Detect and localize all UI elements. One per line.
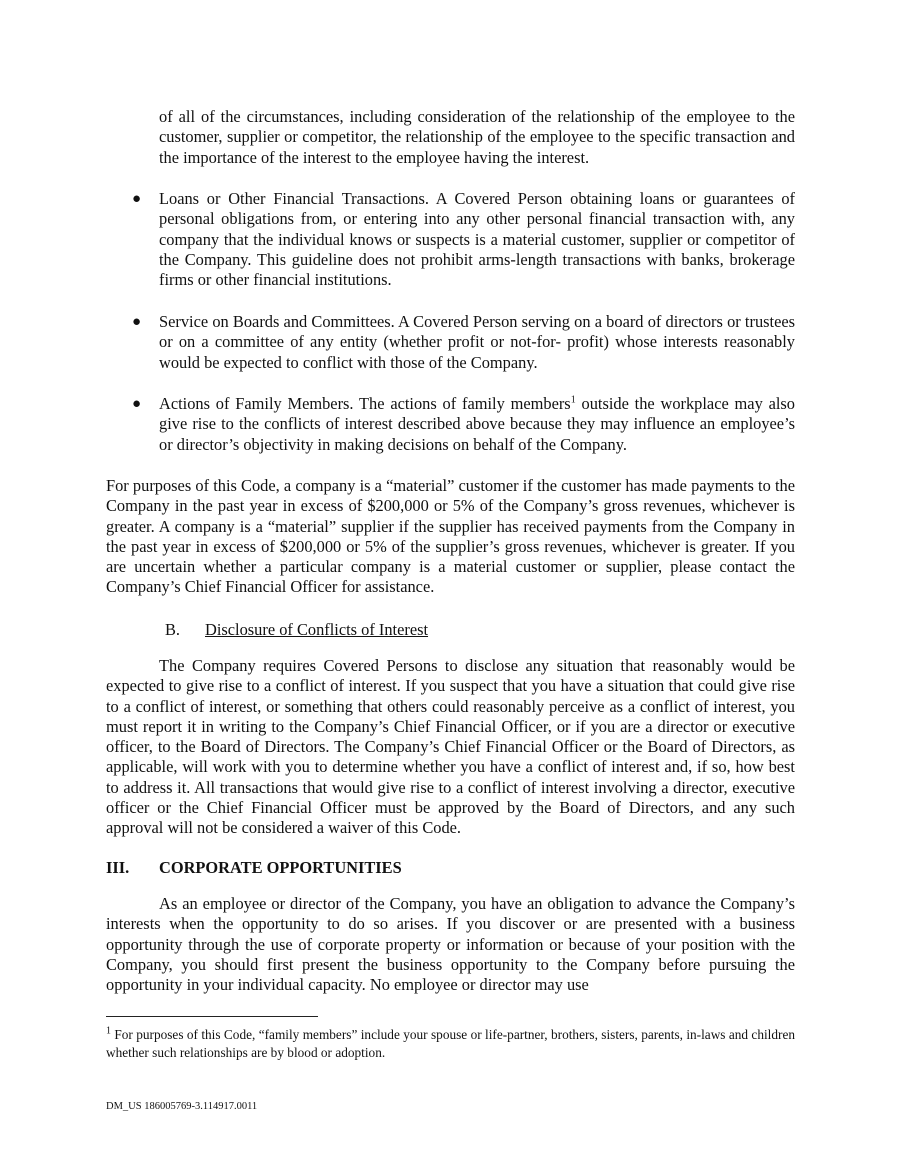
section-title: CORPORATE OPPORTUNITIES xyxy=(159,858,402,877)
document-id: DM_US 186005769-3.114917.0011 xyxy=(106,1101,258,1112)
bullet-icon: ● xyxy=(132,396,142,412)
bullet-text: Loans or Other Financial Transactions. A Covered Person obtaining loans or guarantees of personal obligations from, or entering into any other personal financial transaction with, any company that the individual knows or suspects is a material customer, supplier or competitor of the Company. This guideline does not prohibit arms-length transactions with banks, brokerage firms or other financial institutions. xyxy=(159,189,795,290)
section-number: III. xyxy=(106,858,130,877)
bullet-icon: ● xyxy=(132,314,142,330)
material-definition-paragraph: For purposes of this Code, a company is a “material” customer if the customer has made payments to the Company in the past year in excess of $200,000 or 5% of the Company’s gross revenues, whichever is greater. A company is a “material” supplier if the supplier has received payments from the Company in the past year in excess of $200,000 or 5% of the supplier’s gross revenues, whichever is greater. If you are uncertain whether a particular company is a material customer or supplier, please contact the Company’s Chief Financial Officer for assistance. xyxy=(106,476,795,597)
footnote-reference[interactable]: 1 xyxy=(570,394,576,406)
footnote-divider xyxy=(106,1016,318,1017)
footnote-text: For purposes of this Code, “family members” include your spouse or life-partner, brothers, sisters, parents, in-laws and children whether such relationships are by blood or adoption. xyxy=(106,1027,795,1060)
footnote xyxy=(106,1026,795,1062)
subsection-heading xyxy=(165,620,428,640)
disclosure-paragraph: The Company requires Covered Persons to disclose any situation that reasonably would be expected to give rise to a conflict of interest. If you suspect that you have a situation that could give rise to a conflict of interest, or something that others could reasonably perceive as a conflict of interest, you must report it in writing to the Company’s Chief Financial Officer, or if you are a director or executive officer, to the Board of Directors. The Company’s Chief Financial Officer or the Board of Directors, as applicable, will work with you to determine whether you have a conflict of interest and, if so, how best to address it. All transactions that would give rise to a conflict of interest involving a director, executive officer or the Chief Financial Officer must be approved by the Board of Directors, and any such approval will not be considered a waiver of this Code. xyxy=(106,656,795,838)
section-heading xyxy=(106,858,402,878)
bullet-text: Actions of Family Members. The actions of family members xyxy=(159,394,571,413)
bullet-item-boards xyxy=(132,312,795,373)
bullet-icon: ● xyxy=(132,191,142,207)
subsection-number: B. xyxy=(165,620,181,639)
bullet-item-loans xyxy=(132,189,795,290)
footnote-marker: 1 xyxy=(106,1025,111,1037)
subsection-title: Disclosure of Conflicts of Interest xyxy=(205,620,429,639)
opportunities-paragraph: As an employee or director of the Company, you have an obligation to advance the Company’s interests when the opportunity to do so arises. If you discover or are presented with a business opportunity through the use of corporate property or information or because of your position with the Company, you should first present the business opportunity to the Company before pursuing the opportunity in your individual capacity. No employee or director may use xyxy=(106,894,795,995)
bullet-item-family xyxy=(132,394,795,455)
bullet-text: Service on Boards and Committees. A Covered Person serving on a board of directors or trustees or on a committee of any entity (whether profit or not-for- profit) whose interests reasonably would be expected to conflict with those of the Company. xyxy=(159,312,795,372)
bullet-text-continued: outside the workplace may also give rise to the conflicts of interest described above because they may influence an employee’s or director’s objectivity in making decisions on behalf of the Company. xyxy=(159,394,795,454)
continuation-paragraph: of all of the circumstances, including consideration of the relationship of the employee to the customer, supplier or competitor, the relationship of the employee to the specific transaction and the importance of the interest to the employee having the interest. xyxy=(159,107,795,167)
